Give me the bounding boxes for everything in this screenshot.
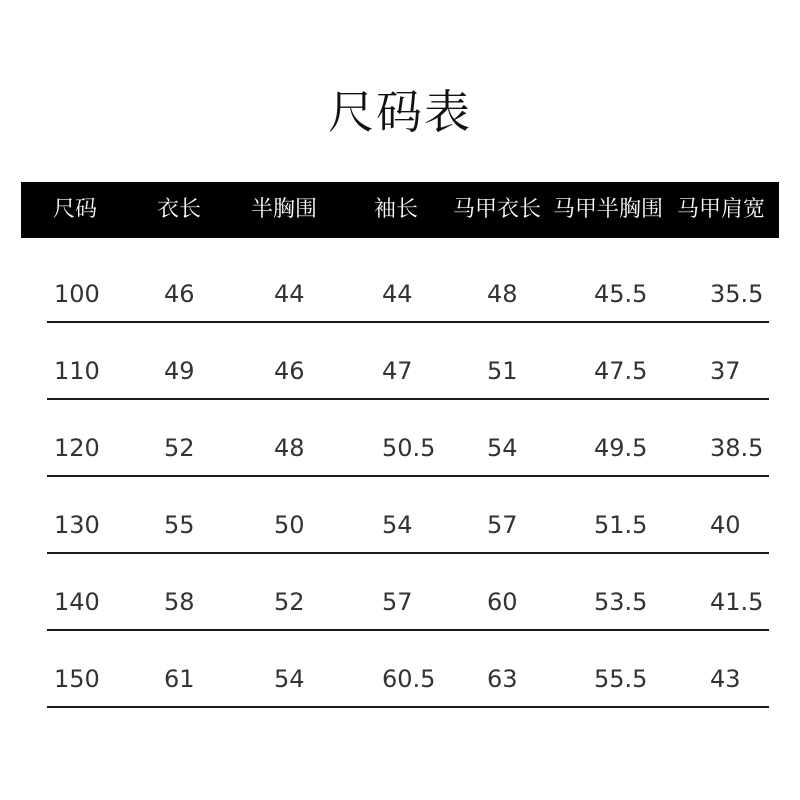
table-cell: 53.5 [594, 588, 648, 616]
table-cell: 38.5 [710, 434, 764, 462]
table-cell: 57 [487, 511, 518, 539]
table-cell: 47.5 [594, 357, 648, 385]
table-cell: 47 [382, 357, 413, 385]
table-cell: 40 [710, 511, 741, 539]
row-divider [47, 706, 769, 708]
table-cell: 58 [164, 588, 195, 616]
table-row [47, 554, 769, 631]
table-cell: 54 [274, 665, 305, 693]
table-cell: 150 [54, 665, 100, 693]
header-vest-length: 马甲衣长 [453, 197, 542, 222]
table-cell: 48 [274, 434, 305, 462]
table-cell: 51.5 [594, 511, 648, 539]
table-cell: 52 [274, 588, 305, 616]
table-cell: 43 [710, 665, 741, 693]
header-size: 尺码 [53, 197, 98, 222]
table-cell: 120 [54, 434, 100, 462]
table-cell: 44 [274, 280, 305, 308]
table-cell: 54 [382, 511, 413, 539]
table-cell: 57 [382, 588, 413, 616]
page-title: 尺码表 [328, 85, 472, 139]
table-cell: 60 [487, 588, 518, 616]
table-cell: 100 [54, 280, 100, 308]
table-cell: 46 [164, 280, 195, 308]
header-vest-half-chest: 马甲半胸围 [553, 197, 664, 222]
table-cell: 55 [164, 511, 195, 539]
table-cell: 52 [164, 434, 195, 462]
table-cell: 140 [54, 588, 100, 616]
table-cell: 110 [54, 357, 100, 385]
table-row [47, 400, 769, 477]
table-cell: 55.5 [594, 665, 648, 693]
table-cell: 49.5 [594, 434, 648, 462]
table-cell: 45.5 [594, 280, 648, 308]
table-cell: 41.5 [710, 588, 764, 616]
header-half-chest: 半胸围 [251, 197, 318, 222]
table-cell: 46 [274, 357, 305, 385]
table-cell: 63 [487, 665, 518, 693]
table-cell: 44 [382, 280, 413, 308]
table-cell: 130 [54, 511, 100, 539]
header-sleeve: 袖长 [374, 197, 419, 222]
table-row [47, 631, 769, 708]
table-cell: 60.5 [382, 665, 436, 693]
header-length: 衣长 [157, 197, 202, 222]
table-cell: 35.5 [710, 280, 764, 308]
table-cell: 50.5 [382, 434, 436, 462]
table-row [47, 246, 769, 323]
table-row [47, 323, 769, 400]
table-cell: 37 [710, 357, 741, 385]
table-cell: 48 [487, 280, 518, 308]
header-vest-shoulder: 马甲肩宽 [677, 197, 766, 222]
table-cell: 61 [164, 665, 195, 693]
table-cell: 54 [487, 434, 518, 462]
table-row [47, 477, 769, 554]
table-cell: 51 [487, 357, 518, 385]
table-header [21, 182, 779, 238]
table-cell: 50 [274, 511, 305, 539]
table-cell: 49 [164, 357, 195, 385]
